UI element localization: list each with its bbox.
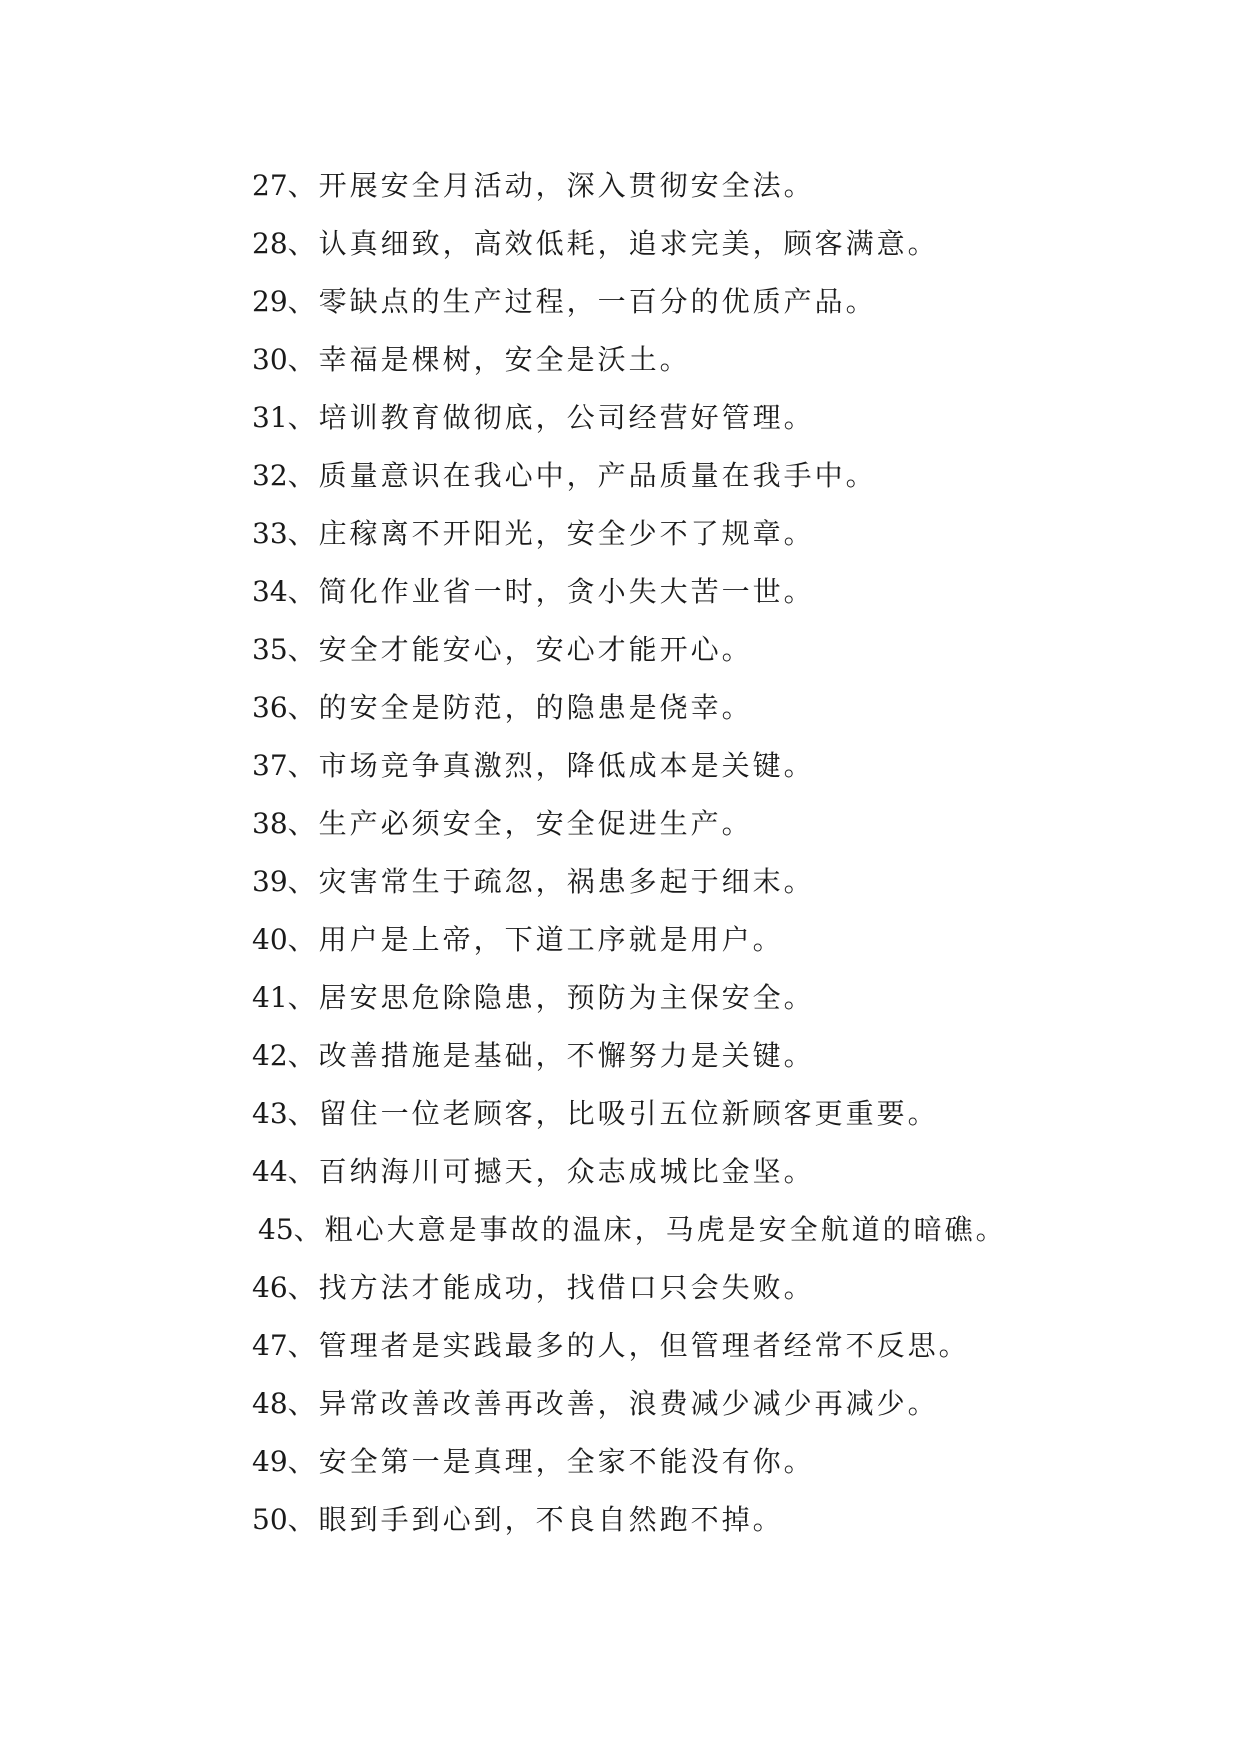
item-separator: 、 [287, 691, 319, 724]
item-number: 39 [252, 865, 288, 898]
list-item [252, 969, 1192, 1027]
list-item [252, 273, 1192, 331]
list-item [252, 331, 1192, 389]
item-separator: 、 [287, 1329, 319, 1362]
list-item [252, 737, 1192, 795]
item-text: 用户是上帝，下道工序就是用户。 [318, 923, 784, 956]
item-number: 47 [252, 1329, 288, 1362]
item-separator: 、 [287, 633, 319, 666]
list-item [252, 1433, 1192, 1491]
item-number: 33 [252, 517, 288, 550]
item-number: 28 [252, 227, 288, 260]
list-item [252, 1027, 1192, 1085]
item-separator: 、 [287, 981, 319, 1014]
item-text: 安全才能安心，安心才能开心。 [318, 633, 753, 666]
item-text: 市场竞争真激烈，降低成本是关键。 [318, 749, 815, 782]
item-separator: 、 [287, 575, 319, 608]
list-item [252, 1491, 1192, 1549]
item-separator: 、 [287, 285, 319, 318]
item-text: 粗心大意是事故的温床，马虎是安全航道的暗礁。 [324, 1213, 1007, 1246]
item-number: 40 [252, 923, 288, 956]
item-separator: 、 [287, 1445, 319, 1478]
item-text: 改善措施是基础，不懈努力是关键。 [318, 1039, 815, 1072]
item-separator: 、 [287, 865, 319, 898]
item-separator: 、 [287, 1271, 319, 1304]
list-item [252, 911, 1192, 969]
item-text: 幸福是棵树，安全是沃土。 [318, 343, 691, 376]
item-number: 48 [252, 1387, 288, 1420]
item-number: 31 [252, 401, 288, 434]
item-text: 留住一位老顾客，比吸引五位新顾客更重要。 [318, 1097, 939, 1130]
list-item [252, 505, 1192, 563]
item-number: 45 [258, 1213, 294, 1246]
item-number: 50 [252, 1503, 288, 1536]
item-separator: 、 [287, 807, 319, 840]
list-item [252, 1085, 1192, 1143]
list-item [252, 795, 1192, 853]
list-item [252, 1259, 1192, 1317]
list-item [252, 215, 1192, 273]
item-number: 43 [252, 1097, 288, 1130]
item-number: 30 [252, 343, 288, 376]
list-item [252, 1375, 1192, 1433]
item-separator: 、 [287, 1097, 319, 1130]
slogan-list [252, 157, 1192, 1549]
item-text: 居安思危除隐患，预防为主保安全。 [318, 981, 815, 1014]
item-number: 37 [252, 749, 288, 782]
item-text: 生产必须安全，安全促进生产。 [318, 807, 753, 840]
item-number: 35 [252, 633, 288, 666]
item-separator: 、 [287, 401, 319, 434]
item-number: 42 [252, 1039, 288, 1072]
list-item [252, 389, 1192, 447]
list-item [252, 1317, 1192, 1375]
item-number: 38 [252, 807, 288, 840]
item-text: 管理者是实践最多的人，但管理者经常不反思。 [318, 1329, 970, 1362]
item-text: 简化作业省一时，贪小失大苦一世。 [318, 575, 815, 608]
item-text: 零缺点的生产过程，一百分的优质产品。 [318, 285, 877, 318]
item-text: 培训教育做彻底，公司经营好管理。 [318, 401, 815, 434]
item-separator: 、 [287, 923, 319, 956]
item-separator: 、 [287, 1387, 319, 1420]
item-text: 异常改善改善再改善，浪费减少减少再减少。 [318, 1387, 939, 1420]
item-text: 眼到手到心到，不良自然跑不掉。 [318, 1503, 784, 1536]
item-number: 29 [252, 285, 288, 318]
list-item [252, 853, 1192, 911]
item-text: 的安全是防范，的隐患是侥幸。 [318, 691, 753, 724]
item-separator: 、 [287, 1039, 319, 1072]
item-text: 开展安全月活动，深入贯彻安全法。 [318, 169, 815, 202]
item-text: 灾害常生于疏忽，祸患多起于细末。 [318, 865, 815, 898]
item-text: 找方法才能成功，找借口只会失败。 [318, 1271, 815, 1304]
item-number: 36 [252, 691, 288, 724]
item-separator: 、 [287, 749, 319, 782]
item-separator: 、 [287, 343, 319, 376]
list-item [252, 563, 1192, 621]
item-number: 27 [252, 169, 288, 202]
item-number: 34 [252, 575, 288, 608]
list-item [252, 447, 1192, 505]
item-separator: 、 [287, 459, 319, 492]
item-text: 质量意识在我心中，产品质量在我手中。 [318, 459, 877, 492]
list-item [252, 157, 1192, 215]
item-separator: 、 [293, 1213, 325, 1246]
item-number: 32 [252, 459, 288, 492]
item-text: 认真细致，高效低耗，追求完美，顾客满意。 [318, 227, 939, 260]
item-separator: 、 [287, 227, 319, 260]
item-text: 庄稼离不开阳光，安全少不了规章。 [318, 517, 815, 550]
item-text: 百纳海川可撼天，众志成城比金坚。 [318, 1155, 815, 1188]
list-item [252, 621, 1192, 679]
list-item [252, 679, 1192, 737]
item-number: 49 [252, 1445, 288, 1478]
item-separator: 、 [287, 517, 319, 550]
item-number: 41 [252, 981, 288, 1014]
item-number: 46 [252, 1271, 288, 1304]
item-text: 安全第一是真理，全家不能没有你。 [318, 1445, 815, 1478]
list-item [252, 1201, 1192, 1259]
item-separator: 、 [287, 1155, 319, 1188]
list-item [252, 1143, 1192, 1201]
item-separator: 、 [287, 1503, 319, 1536]
item-number: 44 [252, 1155, 288, 1188]
item-separator: 、 [287, 169, 319, 202]
